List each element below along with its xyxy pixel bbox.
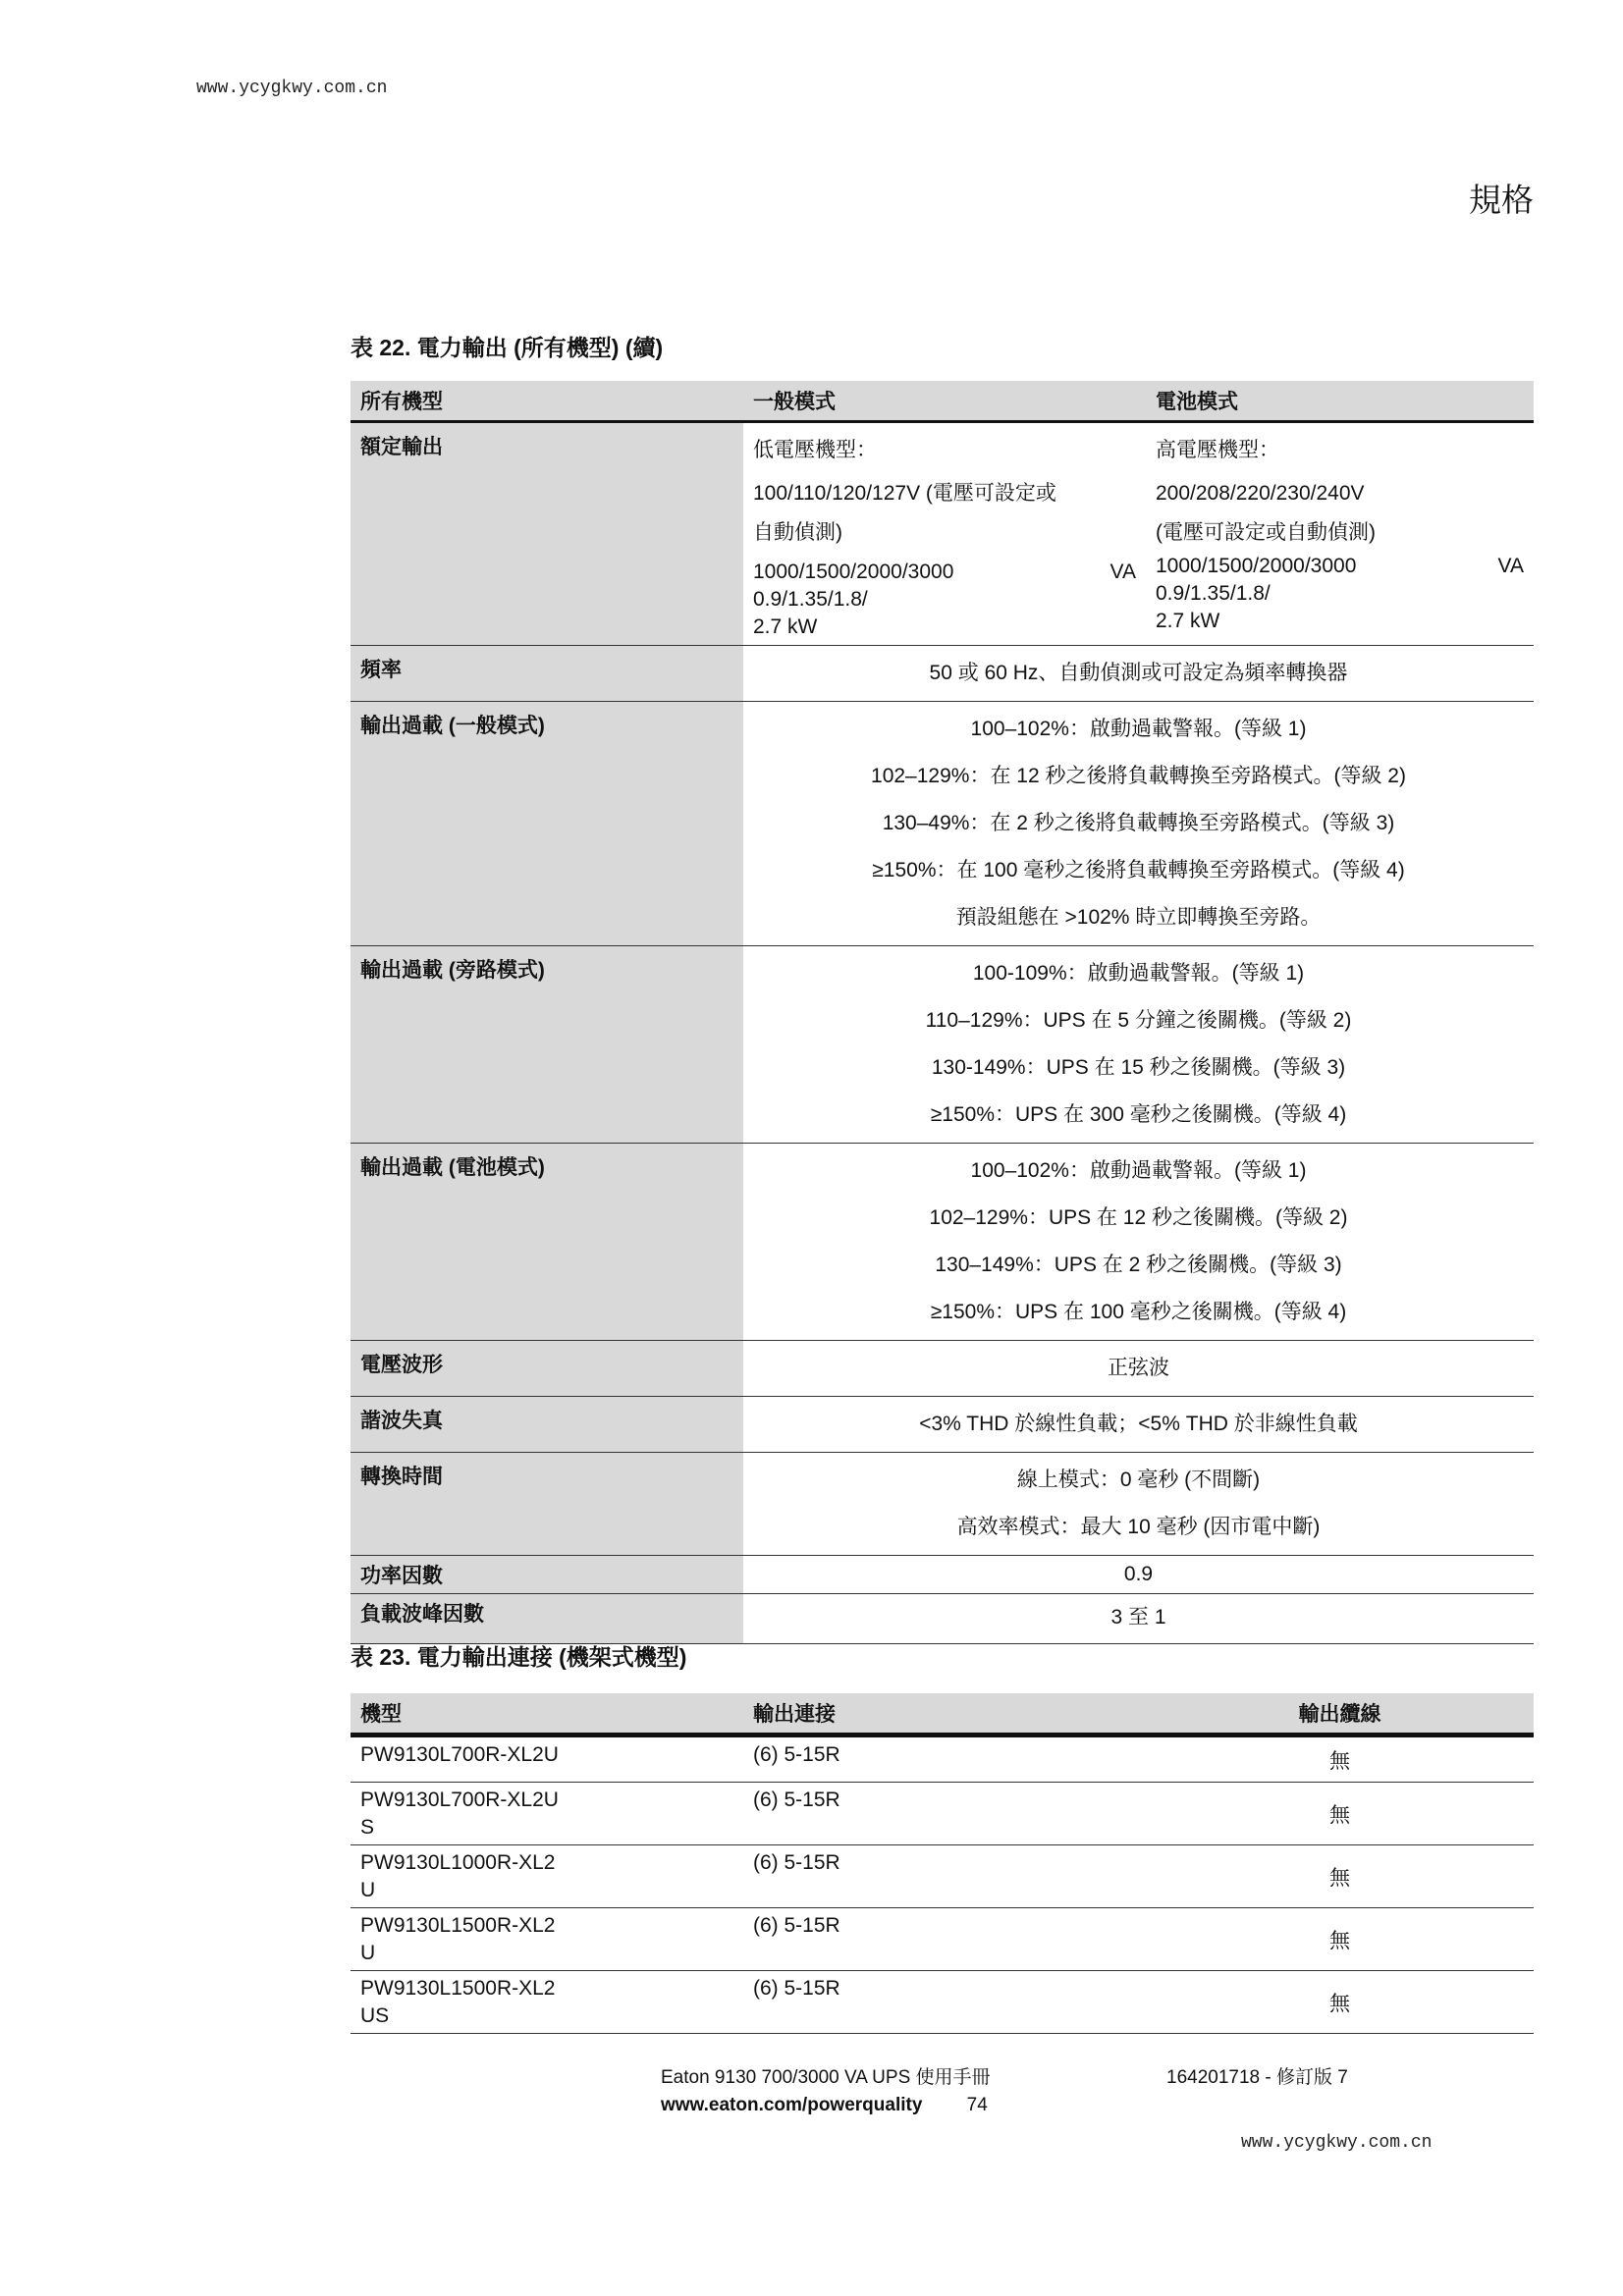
footer-manual-title: Eaton 9130 700/3000 VA UPS 使用手冊 [661,2067,991,2088]
cable-value: 無 [1329,1749,1350,1773]
frequency-value: 50 或 60 Hz、自動偵測或可設定為頻率轉換器 [929,662,1348,684]
footer-revision: 164201718 - 修訂版 7 [1166,2067,1348,2088]
section-title: 規格 [1469,182,1534,218]
page-number: 74 [966,2095,988,2115]
row-label: 輸出過載 (電池模式) [351,1144,743,1341]
model-name: PW9130L1500R-XL2 [360,1914,556,1937]
high-kw-value: 2.7 kW [1156,610,1220,632]
cable-value: 無 [1329,1992,1350,2015]
low-voltage-title: 低電壓機型： [753,439,877,461]
connection-value: (6) 5-15R [753,1977,840,2000]
transfer-high-efficiency: 高效率模式：最大 10 毫秒 (因市電中斷) [956,1516,1321,1538]
table-row [351,1735,1534,1783]
connection-value: (6) 5-15R [753,1789,840,1811]
footer-url: www.eaton.com/powerquality [661,2095,923,2115]
low-va-values: 1000/1500/2000/3000 [753,561,954,583]
overload-battery-level-4: ≥150%：UPS 在 100 毫秒之後關機。(等級 4) [930,1301,1347,1323]
connection-value: (6) 5-15R [753,1743,840,1766]
distortion-value: <3% THD 於線性負載；<5% THD 於非線性負載 [919,1413,1358,1435]
overload-battery-level-1: 100–102%：啟動過載警報。(等級 1) [970,1159,1307,1182]
header-output-connection: 輸出連接 [743,1693,1146,1735]
header-all-models: 所有機型 [351,381,743,422]
row-label: 頻率 [351,646,743,702]
row-harmonic-distortion [351,1397,1534,1453]
output-connections-table [351,1693,1534,2034]
row-label: 輸出過載 (一般模式) [351,702,743,946]
model-name: PW9130L700R-XL2U [360,1743,559,1766]
overload-normal-default: 預設組態在 >102% 時立即轉換至旁路。 [955,906,1322,929]
high-voltage-title: 高電壓機型： [1156,439,1279,461]
row-label: 額定輸出 [351,422,743,646]
connection-value: (6) 5-15R [753,1914,840,1937]
model-name: PW9130L1000R-XL2 [360,1851,556,1874]
low-voltage-detect: 自動偵測) [753,521,842,544]
row-voltage-waveform [351,1341,1534,1397]
row-overload-battery [351,1144,1534,1341]
high-va-values: 1000/1500/2000/3000 [1156,555,1357,577]
row-label: 電壓波形 [351,1341,743,1397]
low-voltage-cell [743,422,1146,646]
model-name: PW9130L1500R-XL2 [360,1977,556,2000]
row-frequency [351,646,1534,702]
cable-value: 無 [1329,1803,1350,1827]
table-row [351,1783,1534,1845]
table-row [351,1908,1534,1971]
high-voltage-cell [1146,422,1534,646]
crest-factor-value: 3 至 1 [1110,1606,1166,1629]
model-name-suffix: US [360,2004,390,2027]
power-factor-value: 0.9 [1123,1563,1154,1585]
overload-bypass-level-3: 130-149%：UPS 在 15 秒之後關機。(等級 3) [931,1056,1346,1079]
table-23-caption: 表 23. 電力輸出連接 (機架式機型) [351,1644,687,1670]
overload-normal-level-1: 100–102%：啟動過載警報。(等級 1) [970,718,1307,740]
watermark-bottom: www.ycygkwy.com.cn [1241,2133,1433,2153]
overload-normal-level-4: ≥150%：在 100 毫秒之後將負載轉換至旁路模式。(等級 4) [872,859,1405,881]
power-output-table [351,381,1534,1644]
header-normal-mode: 一般模式 [743,381,1146,422]
header-battery-mode: 電池模式 [1146,381,1534,422]
overload-bypass-level-2: 110–129%：UPS 在 5 分鐘之後關機。(等級 2) [925,1009,1352,1032]
model-name-suffix: S [360,1816,375,1839]
header-model: 機型 [351,1693,743,1735]
row-power-factor [351,1556,1534,1594]
row-overload-bypass [351,946,1534,1144]
row-overload-normal [351,702,1534,946]
high-voltage-detect: (電壓可設定或自動偵測) [1156,521,1376,544]
model-name: PW9130L700R-XL2U [360,1789,559,1811]
low-voltage-range: 100/110/120/127V (電壓可設定或 [753,482,1056,505]
row-label: 負載波峰因數 [351,1594,743,1644]
high-voltage-range: 200/208/220/230/240V [1156,482,1365,505]
overload-bypass-level-1: 100-109%：啟動過載警報。(等級 1) [972,962,1305,985]
table-header-row [351,381,1534,422]
row-label: 諧波失真 [351,1397,743,1453]
high-pf-values: 0.9/1.35/1.8/ [1156,582,1271,605]
watermark-top: www.ycygkwy.com.cn [196,79,388,98]
cable-value: 無 [1329,1929,1350,1952]
overload-bypass-level-4: ≥150%：UPS 在 300 毫秒之後關機。(等級 4) [930,1103,1347,1126]
row-label: 功率因數 [351,1556,743,1594]
row-transfer-time [351,1453,1534,1556]
table-22-caption: 表 22. 電力輸出 (所有機型) (續) [351,335,664,360]
connection-value: (6) 5-15R [753,1851,840,1874]
row-rated-output [351,422,1534,646]
header-output-cable: 輸出纜線 [1146,1693,1534,1735]
row-crest-factor [351,1594,1534,1644]
overload-battery-level-2: 102–129%：UPS 在 12 秒之後關機。(等級 2) [929,1206,1348,1229]
overload-normal-level-3: 130–49%：在 2 秒之後將負載轉換至旁路模式。(等級 3) [882,812,1395,834]
table-row [351,1971,1534,2034]
row-label: 輸出過載 (旁路模式) [351,946,743,1144]
table-row [351,1845,1534,1908]
table-header-row [351,1693,1534,1735]
model-name-suffix: U [360,1879,376,1901]
low-pf-values: 0.9/1.35/1.8/ [753,588,868,611]
overload-normal-level-2: 102–129%：在 12 秒之後將負載轉換至旁路模式。(等級 2) [871,765,1406,787]
model-name-suffix: U [360,1942,376,1964]
cable-value: 無 [1329,1866,1350,1890]
low-kw-value: 2.7 kW [753,615,818,638]
waveform-value: 正弦波 [1108,1357,1169,1379]
page-footer [661,2064,1348,2119]
high-va-unit: VA [1497,555,1524,577]
row-label: 轉換時間 [351,1453,743,1556]
transfer-online: 線上模式：0 毫秒 (不間斷) [1016,1468,1261,1491]
low-va-unit: VA [1109,561,1136,583]
overload-battery-level-3: 130–149%：UPS 在 2 秒之後關機。(等級 3) [935,1254,1342,1276]
